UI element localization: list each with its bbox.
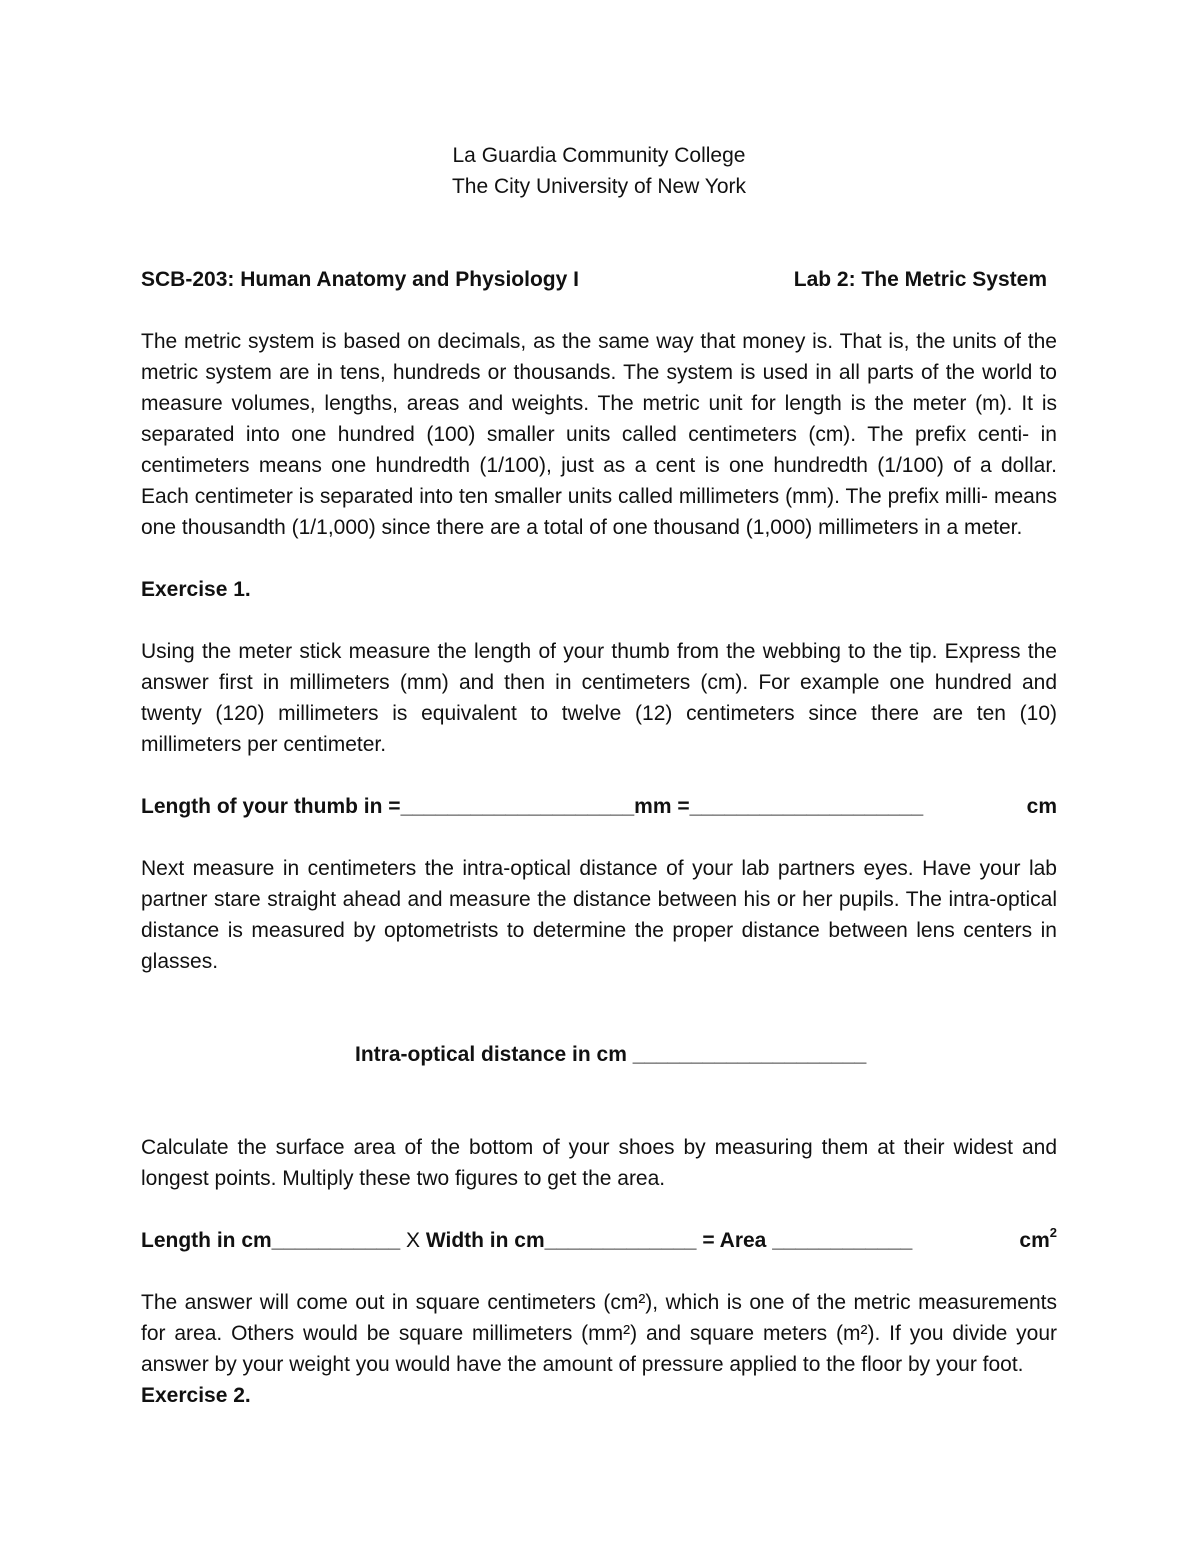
optical-instructions: Next measure in centimeters the intra-optical distance of your lab partners eyes. Have your lab partner stare straight ahead and measure the distance between his or her pupils. The intra-optical distance is measured by optometrists to determine the proper distance between lens centers in glasses. (141, 857, 1057, 973)
spacer (141, 760, 1057, 791)
width-blank[interactable]: _____________ (544, 1229, 697, 1252)
spacer (141, 1256, 1057, 1287)
spacer (141, 202, 1057, 264)
lab-title: Lab 2: The Metric System (793, 268, 1047, 291)
course-title: SCB-203: Human Anatomy and Physiology I (141, 268, 579, 291)
spacer (141, 605, 1057, 636)
area-explanation: The answer will come out in square centimeters (cm²), which is one of the metric measurements for area. Others would be square millimeters (mm²) and square meters (m²). If you divide your answer by your weight you would have the amount of pressure applied to the floor by your foot. (141, 1291, 1057, 1376)
spacer (141, 822, 1057, 853)
spacer (141, 1194, 1057, 1225)
exercise-2-heading: Exercise 2. (141, 1384, 251, 1407)
college-name: La Guardia Community College (452, 144, 746, 167)
times-sign: X (400, 1229, 426, 1252)
university-name: The City University of New York (451, 175, 747, 198)
spacer (141, 1101, 1057, 1132)
area-unit-exponent: 2 (1049, 1225, 1057, 1240)
spacer (141, 543, 1057, 574)
width-label: Width in cm (425, 1229, 545, 1252)
optical-distance-blank[interactable]: ____________________ (632, 1043, 867, 1066)
spacer (141, 295, 1057, 326)
area-blank[interactable]: ____________ (772, 1229, 913, 1252)
course-header (141, 264, 1057, 295)
exercise-1-heading: Exercise 1. (141, 578, 251, 601)
spacer (141, 977, 1057, 1008)
thumb-length-line (141, 791, 1057, 822)
length-blank[interactable]: ___________ (271, 1229, 401, 1252)
document-page (141, 140, 1057, 1411)
thumb-length-label: Length of your thumb in = (141, 795, 401, 818)
thumb-cm-unit: cm (1020, 795, 1057, 818)
area-label: = Area (696, 1229, 773, 1252)
shoe-area-line (141, 1225, 1057, 1256)
thumb-instructions: Using the meter stick measure the length of your thumb from the webbing to the tip. Express the answer first in millimeters (mm) and then in centimeters (cm). For example one hundred and twenty (120) millimeters is equivalent to twelve (12) centimeters since there are ten (10) millimeters per centimeter. (141, 640, 1057, 756)
length-label: Length in cm (141, 1229, 272, 1252)
optical-distance-line (141, 1008, 1057, 1101)
area-unit: cm (1013, 1229, 1050, 1252)
thumb-mm-blank[interactable]: ____________________ (400, 795, 635, 818)
optical-distance-label: Intra-optical distance in cm (355, 1043, 633, 1066)
area-instructions: Calculate the surface area of the bottom of your shoes by measuring them at their widest and longest points. Multiply these two figures to get the area. (141, 1136, 1057, 1190)
thumb-cm-blank[interactable]: ____________________ (689, 795, 924, 818)
thumb-mm-unit: mm = (634, 795, 690, 818)
intro-paragraph: The metric system is based on decimals, as the same way that money is. That is, the units of the metric system are in tens, hundreds or thousands. The system is used in all parts of the world to measure volumes, lengths, areas and weights. The metric unit for length is the meter (m). It is separated into one hundred (100) smaller units called centimeters (cm). The prefix centi- in centimeters means one hundredth (1/100), just as a cent is one hundredth (1/100) of a dollar. Each centimeter is separated into ten smaller units called millimeters (mm). The prefix milli- means one thousandth (1/1,000) since there are a total of one thousand (1,000) millimeters in a meter. (141, 330, 1057, 539)
